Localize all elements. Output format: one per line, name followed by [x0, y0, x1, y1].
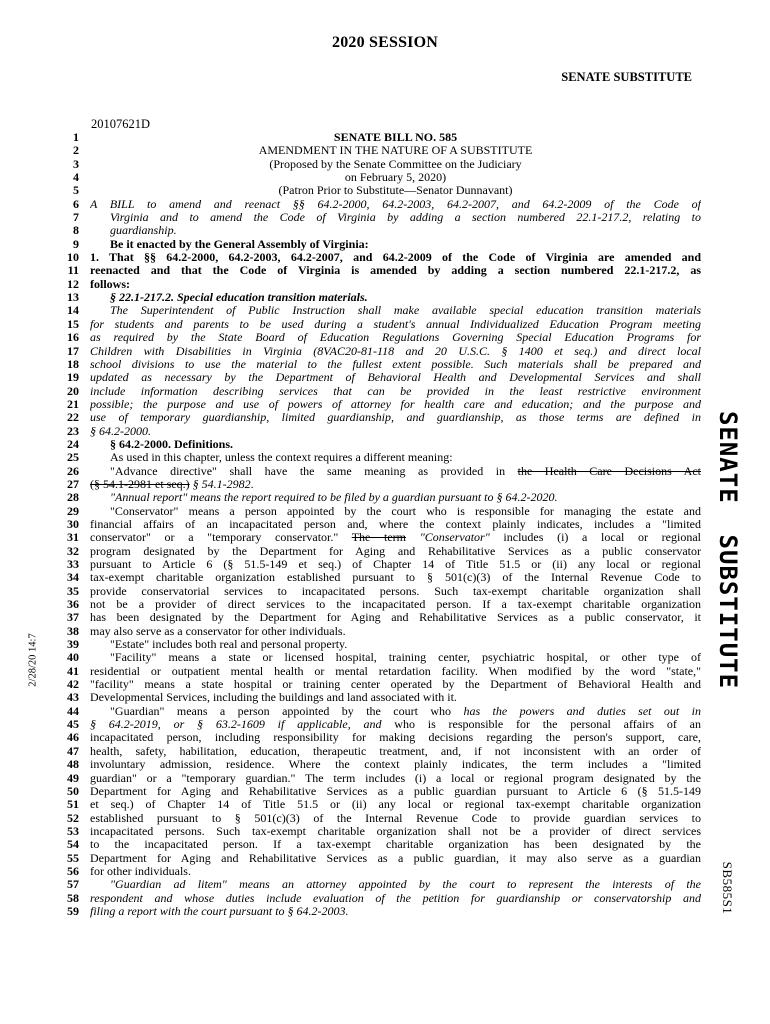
line-text: [90, 531, 701, 544]
line-number: 7: [73, 210, 79, 225]
line-text: [90, 825, 701, 838]
text-run: "facility" means a state hospital or training center operated by the Department of Behavioral Health and: [90, 678, 701, 692]
text-run: "Facility" means a state or licensed hospital, training center, psychiatric hospital, or other type of: [110, 651, 701, 665]
line-text: [90, 505, 701, 518]
text-run: "Estate" includes both real and personal property.: [110, 638, 348, 652]
bill-line: [56, 758, 701, 771]
sidebar-date-stamp: 2/28/20 14:7: [27, 633, 39, 687]
line-number: 43: [67, 690, 79, 705]
line-text: [90, 691, 701, 704]
bill-line: [56, 478, 701, 491]
text-run: school divisions to use the material to the fullest extent possible. Such materials shall be prepared and: [90, 357, 701, 371]
bill-line: [56, 571, 701, 584]
line-text: [90, 585, 701, 598]
text-run: "Conservator": [419, 531, 490, 545]
line-text: [90, 878, 701, 891]
line-text: [90, 518, 701, 531]
bill-line: [56, 905, 701, 918]
line-number: 21: [67, 396, 79, 411]
text-run: SENATE BILL NO. 585: [333, 131, 458, 144]
line-number: 19: [67, 370, 79, 385]
line-text: [90, 304, 701, 317]
line-text: [90, 571, 701, 584]
line-text: [90, 798, 701, 811]
line-number: 25: [67, 450, 79, 465]
bill-line: [56, 865, 701, 878]
line-text: [90, 171, 701, 184]
text-run: Department for Aging and Rehabilitative Services as a public guardian pursuant to Article 6 (§ 51.5-149: [90, 784, 701, 798]
line-text: [90, 291, 701, 304]
text-run: involuntary admission, residence. Where the context plainly indicates, the term includes a "limited: [90, 758, 701, 772]
line-number: 2: [73, 143, 79, 158]
line-text: [90, 318, 701, 331]
line-number: 24: [67, 436, 79, 451]
line-number: 49: [67, 770, 79, 785]
line-text: [90, 385, 701, 398]
bill-line: [56, 678, 701, 691]
text-run: guardianship.: [110, 224, 177, 238]
text-run: § 64.2-2019, or § 63.2-1609 if applicable, and: [90, 718, 382, 732]
line-text: [90, 638, 701, 651]
bill-line: [56, 665, 701, 678]
bill-line: [56, 224, 701, 237]
bill-line: [56, 251, 701, 264]
struck-text: the Health Care Decisions Act: [517, 464, 701, 478]
bill-line: [56, 371, 701, 384]
text-run: who is responsible for the personal affairs of an: [381, 718, 701, 732]
line-number: 48: [67, 757, 79, 772]
bill-line: [56, 892, 701, 905]
text-run: incapacitated persons. Such tax-exempt charitable organization shall not be a provider of direct services: [90, 824, 701, 838]
bill-line: [56, 438, 701, 451]
struck-text: The term: [351, 531, 407, 545]
line-text: [90, 745, 701, 758]
line-number: 50: [67, 783, 79, 798]
line-text: [90, 264, 701, 277]
line-number: 47: [67, 743, 79, 758]
line-number: 4: [73, 170, 79, 185]
text-run: provide conservatorial services to incapacitated persons. Such tax-exempt charitable organization shall: [90, 584, 701, 598]
line-number: 45: [67, 717, 79, 732]
bill-line: [56, 825, 701, 838]
line-text: [90, 598, 701, 611]
bill-line: [56, 278, 701, 291]
bill-line: [56, 505, 701, 518]
line-number: 18: [67, 356, 79, 371]
line-text: [90, 545, 701, 558]
text-run: may also serve as a conservator for other individuals.: [90, 624, 346, 638]
line-number: 39: [67, 637, 79, 652]
bill-line: [56, 838, 701, 851]
text-run: A BILL to amend and reenact §§ 64.2-2000, 64.2-2003, 64.2-2007, and 64.2-2009 of the Code of: [90, 197, 701, 211]
line-number: 52: [67, 810, 79, 825]
bill-line: [56, 531, 701, 544]
text-run: residential or outpatient mental health or mental retardation facility. When modified by the word "state,": [90, 664, 701, 678]
text-run: Department for Aging and Rehabilitative Services as a public guardian, it may also serve as a guardian: [90, 851, 701, 865]
text-run: to the incapacitated person. If a tax-exempt charitable organization has been designated by the: [90, 838, 701, 852]
text-run: AMENDMENT IN THE NATURE OF A SUBSTITUTE: [258, 144, 533, 158]
text-run: includes (i) a local or regional: [489, 531, 701, 545]
line-text: [90, 331, 701, 344]
bill-line: [56, 331, 701, 344]
line-text: [90, 224, 701, 237]
bill-line: [56, 171, 701, 184]
line-number: 53: [67, 823, 79, 838]
line-text: [90, 731, 701, 744]
bill-line: [56, 772, 701, 785]
text-run: § 54.1-2982: [192, 477, 251, 491]
line-number: 11: [67, 263, 79, 278]
line-text: [90, 278, 701, 291]
bill-line: [56, 184, 701, 197]
bill-line: [56, 131, 701, 144]
text-run: "Annual report" means the report required to be filed by a guardian pursuant to § 64.2-2020.: [110, 491, 558, 505]
line-text: [90, 812, 701, 825]
text-run: As used in this chapter, unless the context requires a different meaning:: [110, 451, 453, 465]
line-text: [90, 184, 701, 197]
document-number: 20107621D: [91, 117, 151, 131]
line-number: 40: [67, 650, 79, 665]
line-number: 59: [67, 903, 79, 918]
line-text: [90, 144, 701, 157]
line-number: 34: [67, 570, 79, 585]
bill-line: [56, 318, 701, 331]
text-run: Be it enacted by the General Assembly of Virginia:: [110, 237, 369, 251]
line-text: [90, 665, 701, 678]
line-text: [90, 678, 701, 691]
line-number: 20: [67, 383, 79, 398]
text-run: possible; the purpose and use of powers of attorney for health care and education; and the purpose and: [90, 397, 701, 411]
bill-line: [56, 211, 701, 224]
line-text: [90, 478, 701, 491]
line-text: [90, 398, 701, 411]
text-run: health, safety, habilitation, education, therapeutic treatment, and, if not inconsistent with an order of: [90, 744, 701, 758]
bill-line: [56, 451, 701, 464]
text-run: Developmental Services, including the buildings and land associated with it.: [90, 691, 457, 705]
line-number: 15: [67, 316, 79, 331]
text-run: has been designated by the Department for Aging and Rehabilitative Services as a public conservator, it: [90, 611, 701, 625]
line-text: [90, 772, 701, 785]
bill-line: [56, 785, 701, 798]
line-text: [90, 611, 701, 624]
text-run: [406, 531, 420, 544]
line-text: [90, 465, 701, 478]
line-number: 42: [67, 677, 79, 692]
line-number: 10: [67, 250, 79, 265]
text-run: § 64.2-2000.: [90, 424, 151, 438]
line-number: 1: [73, 130, 79, 144]
text-run: program designated by the Department for Aging and Rehabilitative Services as a public conservator: [90, 544, 701, 558]
text-run: for students and parents to be used during a student's annual Individualized Education Program meeting: [90, 317, 701, 331]
text-run: established pursuant to § 501(c)(3) of the Internal Revenue Code to provide guardian services to: [90, 811, 701, 825]
bill-line: [56, 358, 701, 371]
line-text: [90, 785, 701, 798]
line-number: 30: [67, 516, 79, 531]
line-text: [90, 345, 701, 358]
line-number: 54: [67, 837, 79, 852]
bill-line: [56, 491, 701, 504]
bill-line: [56, 878, 701, 891]
line-text: [90, 558, 701, 571]
line-number: 36: [67, 597, 79, 612]
text-run: conservator" or a "temporary conservator.": [90, 531, 352, 545]
line-text: [90, 491, 701, 504]
session-heading: 2020 SESSION: [332, 34, 438, 51]
line-number: 8: [73, 223, 79, 238]
line-text: [90, 411, 701, 424]
text-run: (Patron Prior to Substitute—Senator Dunnavant): [278, 184, 513, 198]
line-number: 51: [67, 797, 79, 812]
line-number: 41: [67, 663, 79, 678]
text-run: (Proposed by the Senate Committee on the Judiciary: [269, 157, 522, 171]
line-number: 46: [67, 730, 79, 745]
line-number: 33: [67, 557, 79, 571]
line-number: 28: [67, 490, 79, 505]
line-number: 17: [67, 343, 79, 358]
line-text: [90, 705, 701, 718]
line-text: [90, 438, 701, 451]
text-run: not be a provider of direct services to the incapacitated person. If a tax-exempt charitable organization: [90, 598, 701, 612]
text-run: filing a report with the court pursuant to § 64.2-2003.: [90, 904, 349, 918]
text-run: has the powers and duties set out in: [463, 704, 701, 718]
line-number: 27: [67, 476, 79, 491]
bill-line: [56, 705, 701, 718]
bill-line: [56, 518, 701, 531]
bill-text: [56, 131, 701, 918]
bill-line: [56, 798, 701, 811]
bill-line: [56, 425, 701, 438]
bill-line: [56, 144, 701, 157]
line-number: 57: [67, 877, 79, 892]
line-text: [90, 651, 701, 664]
bill-line: [56, 385, 701, 398]
bill-line: [56, 545, 701, 558]
line-number: 38: [67, 623, 79, 638]
text-run: respondent and whose duties include evaluation of the petition for guardianship or conservatorship and: [90, 891, 701, 905]
text-run: "Guardian" means a person appointed by the court who: [110, 704, 464, 718]
bill-line: [56, 598, 701, 611]
line-number: 12: [67, 276, 79, 291]
text-run: follows:: [90, 277, 130, 291]
text-run: financial affairs of an incapacitated person and, where the context plainly indicates, includes a "limited: [90, 517, 701, 531]
bill-line: [56, 345, 701, 358]
text-run: et seq.) of Chapter 14 of Title 51.5 or (ii) any local or regional tax-exempt charitable organization: [90, 798, 701, 812]
text-run: use of temporary guardianship, limited guardianship, and guardianship, as those terms are defined in: [90, 411, 701, 425]
bill-line: [56, 625, 701, 638]
line-text: [90, 892, 701, 905]
bill-line: [56, 158, 701, 171]
line-text: [90, 838, 701, 851]
struck-text: (§ 54.1-2981 et seq.): [90, 477, 190, 491]
bill-line: [56, 398, 701, 411]
line-number: 31: [67, 530, 79, 545]
bill-line: [56, 291, 701, 304]
text-run: pursuant to Article 6 (§ 51.5-149 et seq.) of Chapter 14 of Title 51.5 or (ii) any local or regional: [90, 558, 701, 571]
line-text: [90, 371, 701, 384]
bill-line: [56, 264, 701, 277]
bill-line: [56, 745, 701, 758]
line-number: 14: [67, 303, 79, 318]
bill-line: [56, 731, 701, 744]
bill-line: [56, 585, 701, 598]
line-number: 9: [73, 236, 79, 251]
text-run: on February 5, 2020): [344, 171, 447, 185]
sidebar-bill-number: SB585S1: [720, 861, 735, 915]
text-run: "Guardian ad litem" means an attorney appointed by the court to represent the interests of the: [110, 878, 701, 892]
line-number: 13: [67, 290, 79, 305]
line-text: [90, 238, 701, 251]
text-run: "Conservator" means a person appointed by the court who is responsible for managing the estate and: [110, 504, 701, 518]
text-run: "Advance directive" shall have the same meaning as provided in: [110, 464, 518, 478]
bill-line: [56, 812, 701, 825]
text-run: Children with Disabilities in Virginia (8VAC20-81-118 and 20 U.S.C. § 1400 et seq.) and direct local: [90, 344, 701, 358]
line-text: [90, 865, 701, 878]
text-run: .: [250, 477, 254, 491]
bill-line: [56, 411, 701, 424]
substitute-label: SENATE SUBSTITUTE: [561, 70, 692, 84]
bill-line: [56, 691, 701, 704]
text-run: 1. That §§ 64.2-2000, 64.2-2003, 64.2-2007, and 64.2-2009 of the Code of Virginia are amended and: [90, 251, 701, 265]
line-number: 35: [67, 583, 79, 598]
line-number: 22: [67, 410, 79, 425]
text-run: updated as necessary by the Department of Behavioral Health and Developmental Services and shall: [90, 371, 701, 385]
text-run: § 22.1-217.2. Special education transition materials.: [110, 291, 368, 305]
line-number: 23: [67, 423, 79, 438]
line-number: 55: [67, 850, 79, 865]
text-run: § 64.2-2000. Definitions.: [110, 437, 233, 451]
line-text: [90, 198, 701, 211]
text-run: reenacted and that the Code of Virginia is amended by adding a section numbered 22.1-217.2, as: [90, 264, 701, 278]
line-number: 56: [67, 863, 79, 878]
text-run: The Superintendent of Public Instruction shall make available special education transition materials: [110, 304, 701, 318]
line-text: [90, 251, 701, 264]
line-text: [90, 625, 701, 638]
line-number: 32: [67, 543, 79, 558]
bill-line: [56, 558, 701, 571]
text-run: include information describing services that can be provided in the least restrictive environment: [90, 384, 701, 398]
line-text: [90, 451, 701, 464]
text-run: guardian" or a "temporary guardian." The term includes (i) a local or regional program designated by the: [90, 771, 701, 785]
line-number: 37: [67, 610, 79, 625]
text-run: for other individuals.: [90, 864, 191, 878]
bill-line: [56, 304, 701, 317]
text-run: as required by the State Board of Education Regulations Governing Special Education Programs for: [90, 331, 701, 345]
bill-line: [56, 611, 701, 624]
line-number: 6: [73, 196, 79, 211]
sidebar-senate-substitute: SENATE SUBSTITUTE: [714, 410, 742, 690]
bill-line: [56, 651, 701, 664]
bill-line: [56, 198, 701, 211]
line-number: 5: [73, 183, 79, 198]
line-text: [90, 131, 701, 144]
line-text: [90, 905, 701, 918]
text-run: incapacitated person, including responsibility for making decisions regarding the person's support, care,: [90, 731, 701, 745]
bill-line: [56, 852, 701, 865]
line-number: 26: [67, 463, 79, 478]
line-number: 58: [67, 890, 79, 905]
line-number: 3: [73, 156, 79, 171]
line-number: 29: [67, 503, 79, 518]
bill-line: [56, 238, 701, 251]
line-text: [90, 852, 701, 865]
text-run: Virginia and to amend the Code of Virginia by adding a section numbered 22.1-217.2, relating to: [110, 211, 701, 225]
line-text: [90, 158, 701, 171]
bill-line: [56, 638, 701, 651]
line-text: [90, 358, 701, 371]
text-run: tax-exempt charitable organization established pursuant to § 501(c)(3) of the Internal Revenue Code to: [90, 571, 701, 585]
bill-line: [56, 718, 701, 731]
line-text: [90, 211, 701, 224]
bill-line: [56, 465, 701, 478]
line-text: [90, 718, 701, 731]
line-number: 16: [67, 330, 79, 345]
line-number: 44: [67, 703, 79, 718]
line-text: [90, 758, 701, 771]
line-text: [90, 425, 701, 438]
